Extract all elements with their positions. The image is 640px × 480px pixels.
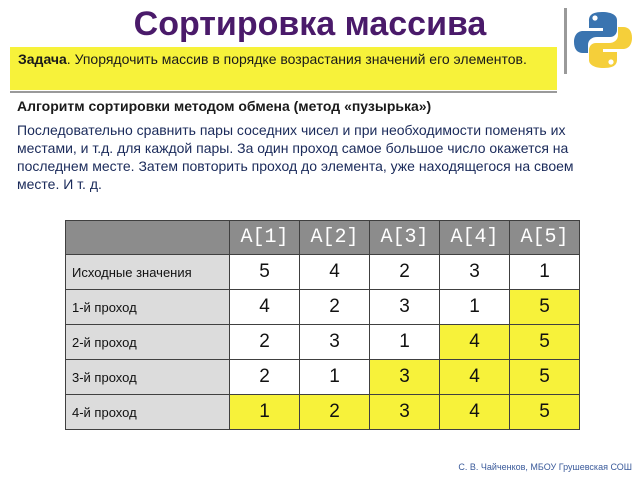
table-row xyxy=(66,395,580,430)
python-logo-icon xyxy=(571,8,635,72)
table-cell: 5 xyxy=(230,255,300,290)
table-header-row xyxy=(66,221,580,255)
table-cell: 5 xyxy=(510,325,580,360)
task-box xyxy=(10,47,557,90)
table-cell: 2 xyxy=(230,360,300,395)
row-label: 3-й проход xyxy=(66,360,230,395)
table-cell: 5 xyxy=(510,360,580,395)
table-row xyxy=(66,325,580,360)
table-cell: 4 xyxy=(440,360,510,395)
column-header: A[2] xyxy=(300,221,370,255)
author-credit: С. В. Чайченков, МБОУ Грушевская СОШ xyxy=(458,462,632,472)
task-text: . Упорядочить массив в порядке возрастания значений его элементов. xyxy=(66,51,527,67)
table-corner xyxy=(66,221,230,255)
slide-title: Сортировка массива xyxy=(133,5,487,43)
table-cell: 1 xyxy=(510,255,580,290)
row-label: 4-й проход xyxy=(66,395,230,430)
table-cell: 4 xyxy=(440,325,510,360)
task-underline xyxy=(10,91,557,93)
table-cell: 1 xyxy=(440,290,510,325)
table-cell: 2 xyxy=(230,325,300,360)
table-cell: 1 xyxy=(370,325,440,360)
row-label: 1-й проход xyxy=(66,290,230,325)
table-cell: 3 xyxy=(370,290,440,325)
table-row xyxy=(66,255,580,290)
column-header: A[1] xyxy=(230,221,300,255)
table-row xyxy=(66,290,580,325)
table-cell: 2 xyxy=(370,255,440,290)
column-header: A[4] xyxy=(440,221,510,255)
column-header: A[5] xyxy=(510,221,580,255)
column-header: A[3] xyxy=(370,221,440,255)
table-cell: 2 xyxy=(300,290,370,325)
table-row xyxy=(66,360,580,395)
table-cell: 2 xyxy=(300,395,370,430)
table-cell: 1 xyxy=(300,360,370,395)
table-cell: 3 xyxy=(440,255,510,290)
table-cell: 5 xyxy=(510,290,580,325)
sort-table xyxy=(65,220,580,430)
table-cell: 3 xyxy=(370,395,440,430)
table-cell: 3 xyxy=(370,360,440,395)
table-cell: 1 xyxy=(230,395,300,430)
algorithm-description: Последовательно сравнить пары соседних чисел и при необходимости поменять их местами, и т.д. для каждой пары. За один проход самое большое число окажется на последнем месте. Затем повторить проход до элемента, уже находящегося на своем месте. И т. д. xyxy=(17,122,574,192)
table-cell: 4 xyxy=(300,255,370,290)
row-label: Исходные значения xyxy=(66,255,230,290)
table-cell: 4 xyxy=(230,290,300,325)
table-cell: 5 xyxy=(510,395,580,430)
row-label: 2-й проход xyxy=(66,325,230,360)
logo-divider xyxy=(564,8,567,74)
table-cell: 4 xyxy=(440,395,510,430)
table-cell: 3 xyxy=(300,325,370,360)
algorithm-title: Алгоритм сортировки методом обмена (метод «пузырька») xyxy=(17,98,432,114)
task-label: Задача xyxy=(18,51,67,67)
